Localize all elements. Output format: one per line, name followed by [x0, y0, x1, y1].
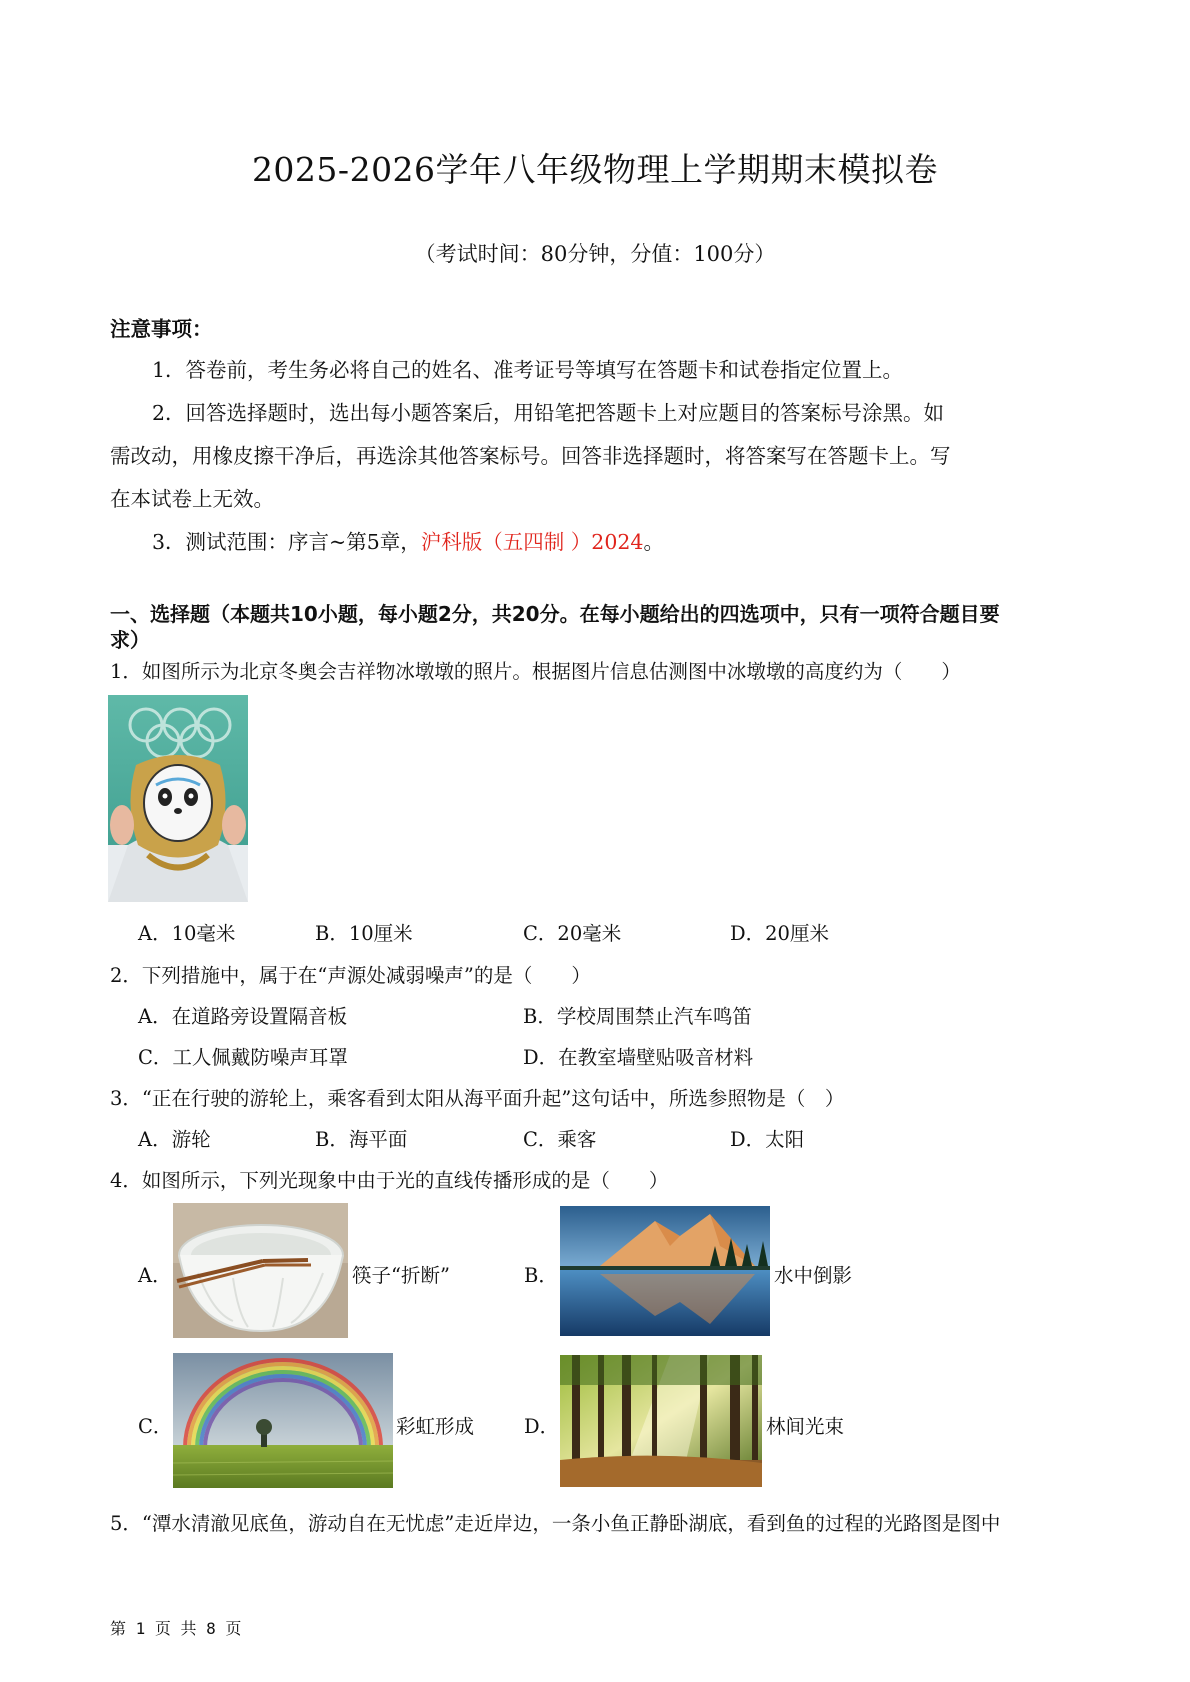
bing-dwen-dwen-photo	[108, 695, 248, 902]
notice-item-1: 1．答卷前，考生务必将自己的姓名、准考证号等填写在答题卡和试卷指定位置上。	[152, 358, 904, 382]
question-1-option-b[interactable]: B．10厘米	[315, 922, 413, 945]
chopsticks-bowl-photo[interactable]	[173, 1203, 348, 1338]
question-4-option-c-caption: 彩虹形成	[396, 1415, 475, 1438]
notice-item-3	[152, 525, 664, 555]
water-reflection-photo[interactable]	[560, 1206, 770, 1336]
section-1-heading-line-1: 一、选择题（本题共10小题，每小题2分，共20分。在每小题给出的四选项中，只有一项符合题目要	[110, 602, 1000, 626]
question-2-option-c[interactable]: C．工人佩戴防噪声耳罩	[138, 1046, 348, 1069]
question-3-option-a[interactable]: A．游轮	[138, 1128, 211, 1151]
question-2-option-b[interactable]: B．学校周围禁止汽车鸣笛	[523, 1005, 752, 1028]
section-1-heading-line-2: 求）	[110, 628, 150, 652]
question-3-option-c[interactable]: C．乘客	[523, 1128, 597, 1151]
question-1-option-a[interactable]: A．10毫米	[138, 922, 236, 945]
question-3-option-b[interactable]: B．海平面	[315, 1128, 408, 1151]
question-1-stem: 1．如图所示为北京冬奥会吉祥物冰墩墩的照片。根据图片信息估测图中冰墩墩的高度约为（ ）	[110, 660, 961, 683]
question-3-option-d[interactable]: D．太阳	[730, 1128, 805, 1151]
notice-item-2-line-1: 2．回答选择题时，选出每小题答案后，用铅笔把答题卡上对应题目的答案标号涂黑。如	[152, 401, 945, 425]
question-4-option-b-letter[interactable]: B．	[524, 1264, 558, 1287]
forest-light-beams-photo[interactable]	[560, 1355, 762, 1487]
question-3-stem: 3．“正在行驶的游轮上，乘客看到太阳从海平面升起”这句话中，所选参照物是（ ）	[110, 1087, 845, 1110]
question-1-option-d[interactable]: D．20厘米	[730, 922, 829, 945]
question-4-option-c-letter[interactable]: C．	[138, 1415, 173, 1438]
question-2-option-a[interactable]: A．在道路旁设置隔音板	[138, 1005, 348, 1028]
exam-subtitle: （考试时间：80分钟，分值：100分）	[414, 242, 776, 266]
exam-title: 2025-2026学年八年级物理上学期期末模拟卷	[251, 150, 939, 189]
notice-item-3-highlight: 沪科版（五四制 ）2024	[420, 530, 644, 554]
question-5-stem: 5．“潭水清澈见底鱼，游动自在无忧虑”走近岸边，一条小鱼正静卧湖底，看到鱼的过程的光路图是图中	[110, 1512, 1001, 1535]
notice-heading: 注意事项：	[110, 317, 213, 341]
question-4-stem: 4．如图所示，下列光现象中由于光的直线传播形成的是（ ）	[110, 1169, 669, 1192]
page-footer: 第 1 页 共 8 页	[110, 1619, 242, 1638]
question-2-option-d[interactable]: D．在教室墙壁贴吸音材料	[523, 1046, 754, 1069]
question-2-stem: 2．下列措施中，属于在“声源处减弱噪声”的是（ ）	[110, 964, 591, 987]
question-4-option-b-caption: 水中倒影	[774, 1264, 853, 1287]
question-4-option-d-letter[interactable]: D．	[524, 1415, 560, 1438]
question-1-option-c[interactable]: C．20毫米	[523, 922, 622, 945]
notice-item-3-suffix: 。	[643, 530, 664, 554]
notice-item-2-line-2: 需改动，用橡皮擦干净后，再选涂其他答案标号。回答非选择题时，将答案写在答题卡上。写	[110, 444, 951, 468]
question-4-option-a-letter[interactable]: A．	[138, 1264, 172, 1287]
notice-item-2-line-3: 在本试卷上无效。	[110, 487, 274, 511]
notice-item-3-prefix: 3．测试范围：序言~第5章，	[152, 530, 421, 554]
rainbow-photo[interactable]	[173, 1353, 393, 1488]
question-4-option-d-caption: 林间光束	[766, 1415, 845, 1438]
question-4-option-a-caption: 筷子“折断”	[352, 1264, 450, 1287]
